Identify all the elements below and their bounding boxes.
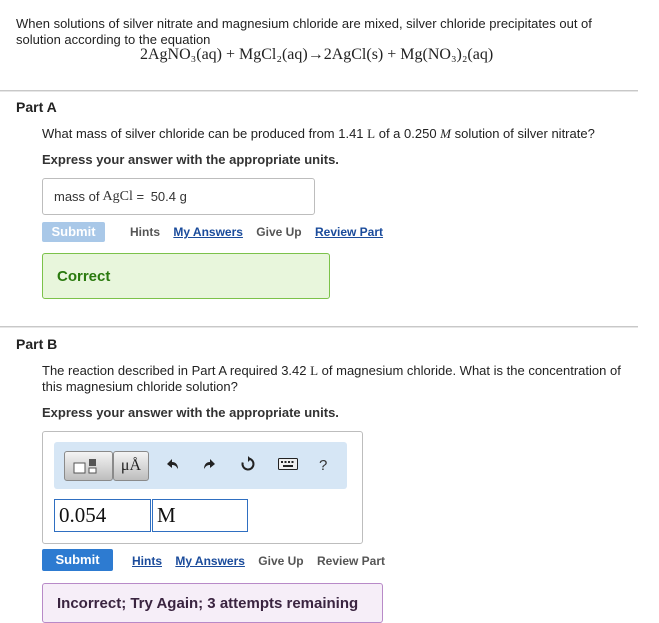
molarity-symbol: M [440, 126, 452, 141]
part-b-question-end: of magnesium chloride. What is the concentration of this magnesium chloride solution? [42, 363, 621, 394]
part-a-question-start: What mass of silver chloride can be produced from 1.41 [42, 126, 368, 141]
volume-unit: L [367, 126, 376, 141]
part-a-instruction: Express your answer with the appropriate units. [42, 152, 339, 167]
unit-input[interactable]: M [152, 499, 248, 532]
redo-icon[interactable] [202, 456, 218, 477]
part-a-hints-link[interactable]: Hints [130, 225, 160, 239]
part-a-feedback [42, 253, 330, 299]
value-input[interactable]: 0.054 [54, 499, 151, 532]
reset-icon[interactable] [240, 456, 256, 477]
part-b-toolbar [132, 554, 395, 568]
units-button[interactable]: μÅ [113, 451, 149, 481]
part-b-title: Part B [16, 336, 58, 352]
part-a-review-part-link[interactable]: Review Part [314, 225, 384, 239]
answer-label-prefix: mass of [54, 189, 100, 204]
part-b-instruction: Express your answer with the appropriate units. [42, 405, 339, 420]
part-a-toolbar [130, 225, 393, 239]
templates-icon[interactable] [64, 451, 113, 481]
section-divider [0, 326, 638, 328]
part-a-action-row [42, 222, 105, 242]
part-b-feedback [42, 583, 383, 623]
feedback-incorrect-text: Incorrect; Try Again; 3 attempts remaining [57, 594, 359, 612]
part-a-title: Part A [16, 99, 57, 115]
part-a-give-up-link[interactable]: Give Up [256, 225, 302, 239]
part-b-action-row [42, 549, 113, 571]
part-b-review-part-link[interactable]: Review Part [316, 554, 386, 568]
feedback-correct-text: Correct [57, 267, 111, 285]
answer-compound: AgCl [102, 188, 133, 204]
reaction-equation: 2AgNO₃(aq) + MgCl₂(aq)→2AgCl(s) + Mg(NO₃)₂(aq) [140, 46, 494, 63]
part-a-question-end: solution of silver nitrate? [451, 126, 595, 141]
help-icon[interactable]: ? [319, 457, 328, 474]
keyboard-icon[interactable] [278, 456, 298, 476]
problem-intro: When solutions of silver nitrate and magnesium chloride are mixed, silver chloride precipitates out of solution according to the equation [16, 16, 592, 47]
part-b-give-up-link[interactable]: Give Up [258, 554, 304, 568]
part-b-my-answers-link[interactable]: My Answers [175, 554, 245, 568]
part-a-my-answers-link[interactable]: My Answers [173, 225, 243, 239]
part-b-hints-link[interactable]: Hints [132, 554, 162, 568]
part-a-question [42, 126, 632, 142]
part-a-question-middle: of a 0.250 [375, 126, 441, 141]
part-b-submit-button[interactable]: Submit [42, 549, 113, 571]
part-b-question [42, 363, 632, 395]
part-a-answer-box [42, 178, 315, 215]
volume-unit: L [310, 363, 319, 378]
answer-value: 50.4 g [150, 189, 187, 204]
undo-icon[interactable] [164, 456, 180, 477]
answer-equals: = [132, 189, 148, 204]
section-divider [0, 90, 638, 92]
part-b-question-start: The reaction described in Part A required 3.42 [42, 363, 311, 378]
editor-toolbar [54, 442, 347, 489]
part-a-submit-button[interactable]: Submit [42, 222, 105, 242]
